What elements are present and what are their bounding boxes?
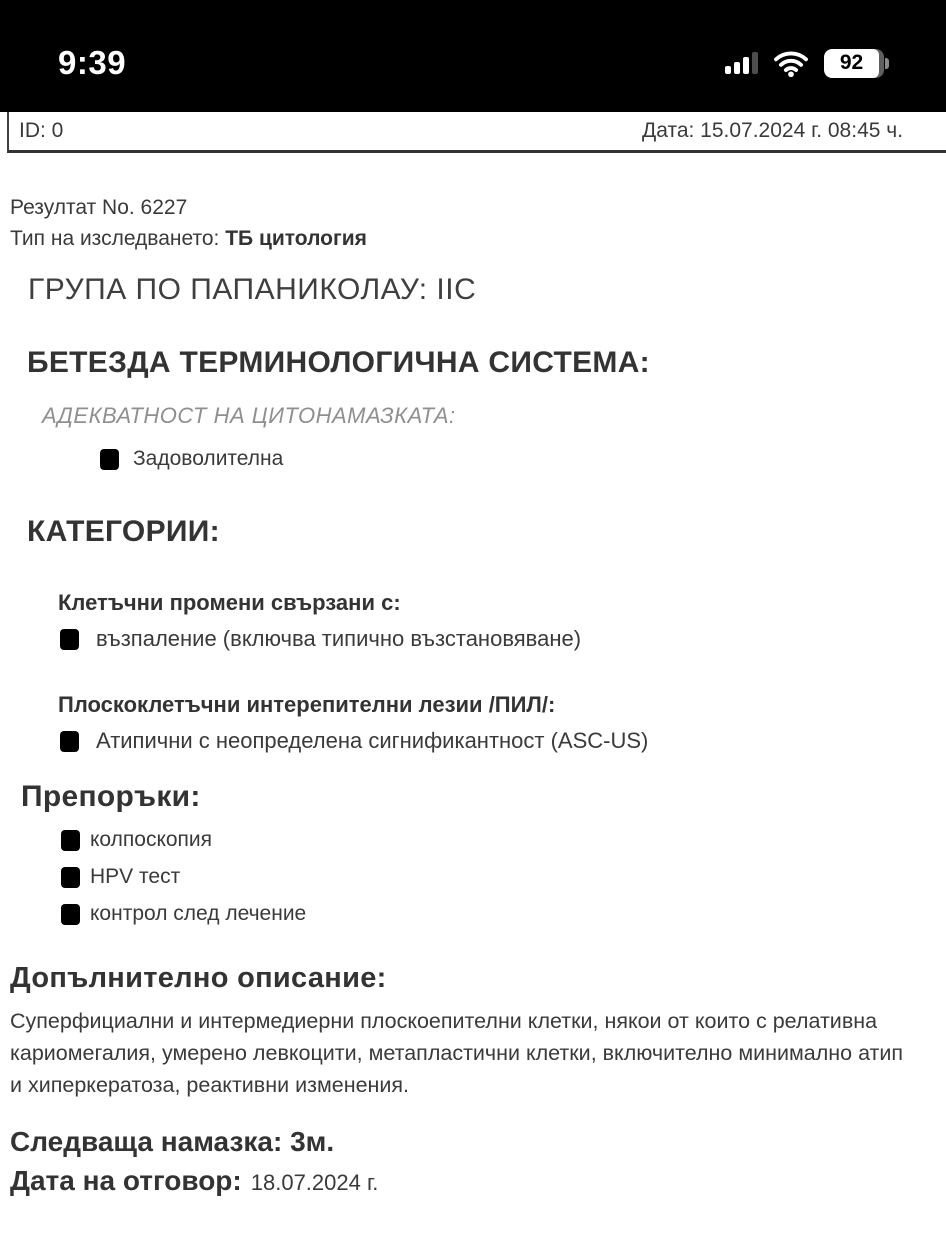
adequacy-item (100, 447, 946, 471)
additional-description-heading: Допълнително описание: (10, 962, 387, 994)
filled-checkbox-icon (61, 867, 80, 888)
exam-type-line (10, 227, 946, 251)
category-group-label: Клетъчни промени свързани с: (58, 590, 401, 615)
filled-checkbox-icon (61, 904, 80, 925)
description-line: и хиперкератоза, реактивни изменения. (10, 1073, 410, 1097)
recommendation-item (61, 828, 946, 852)
response-date-line (10, 1165, 946, 1197)
battery-icon (824, 49, 889, 78)
recommendation-item (61, 902, 946, 926)
recommendation-item-label: колпоскопия (90, 828, 213, 851)
exam-type-label: Тип на изследването: (10, 227, 220, 250)
next-smear-line: Следваща намазка: 3м. (10, 1126, 335, 1157)
result-number: Резултат No. 6227 (10, 196, 188, 219)
category-item-label: Атипични с неопределена сигнификантност (ASC-US) (96, 728, 649, 753)
categories-heading: КАТЕГОРИИ: (27, 515, 220, 548)
cellular-signal-icon (725, 52, 758, 74)
category-group-label: Плоскоклетъчни интерепителни лезии /ПИЛ/: (58, 692, 556, 717)
recommendation-item-label: контрол след лечение (90, 902, 307, 925)
additional-description-text (10, 1005, 946, 1101)
response-date-label: Дата на отговор: (10, 1165, 242, 1196)
document-date-label: Дата: 15.07.2024 г. 08:45 ч. (642, 119, 904, 142)
description-line: Суперфициални и интермедиерни плоскоепителни клетки, някои от които с релативна (10, 1009, 878, 1033)
category-item (60, 626, 946, 652)
bethesda-heading: БЕТЕЗДА ТЕРМИНОЛОГИЧНА СИСТЕМА: (27, 346, 650, 379)
status-bar (0, 0, 946, 112)
filled-checkbox-icon (100, 449, 119, 470)
clock-time: 9:39 (58, 44, 127, 81)
header-box (7, 112, 946, 153)
status-icons (725, 49, 889, 78)
report-document (0, 156, 946, 1197)
response-date-value: 18.07.2024 г. (250, 1170, 379, 1195)
pap-group-line: ГРУПА ПО ПАПАНИКОЛАУ: IIC (28, 273, 477, 306)
category-item-label: възпаление (включва типично възстановяване) (96, 626, 582, 651)
battery-percent: 92 (839, 51, 864, 74)
patient-id-label: ID: 0 (19, 119, 64, 142)
adequacy-subheading: АДЕКВАТНОСТ НА ЦИТОНАМАЗКАТА: (42, 403, 456, 428)
recommendation-item-label: HPV тест (90, 865, 181, 888)
filled-checkbox-icon (60, 629, 79, 650)
battery-tip (885, 58, 889, 69)
exam-type-value: ТБ цитология (225, 227, 367, 250)
description-line: кариомегалия, умерено левкоцити, метапластични клетки, включително минимално атип (10, 1041, 904, 1065)
adequacy-item-label: Задоволителна (133, 447, 284, 470)
filled-checkbox-icon (60, 731, 79, 752)
category-item (60, 728, 946, 754)
recommendation-item (61, 865, 946, 889)
wifi-icon (773, 50, 809, 77)
filled-checkbox-icon (61, 830, 80, 851)
recommendations-heading: Препоръки: (21, 780, 201, 813)
